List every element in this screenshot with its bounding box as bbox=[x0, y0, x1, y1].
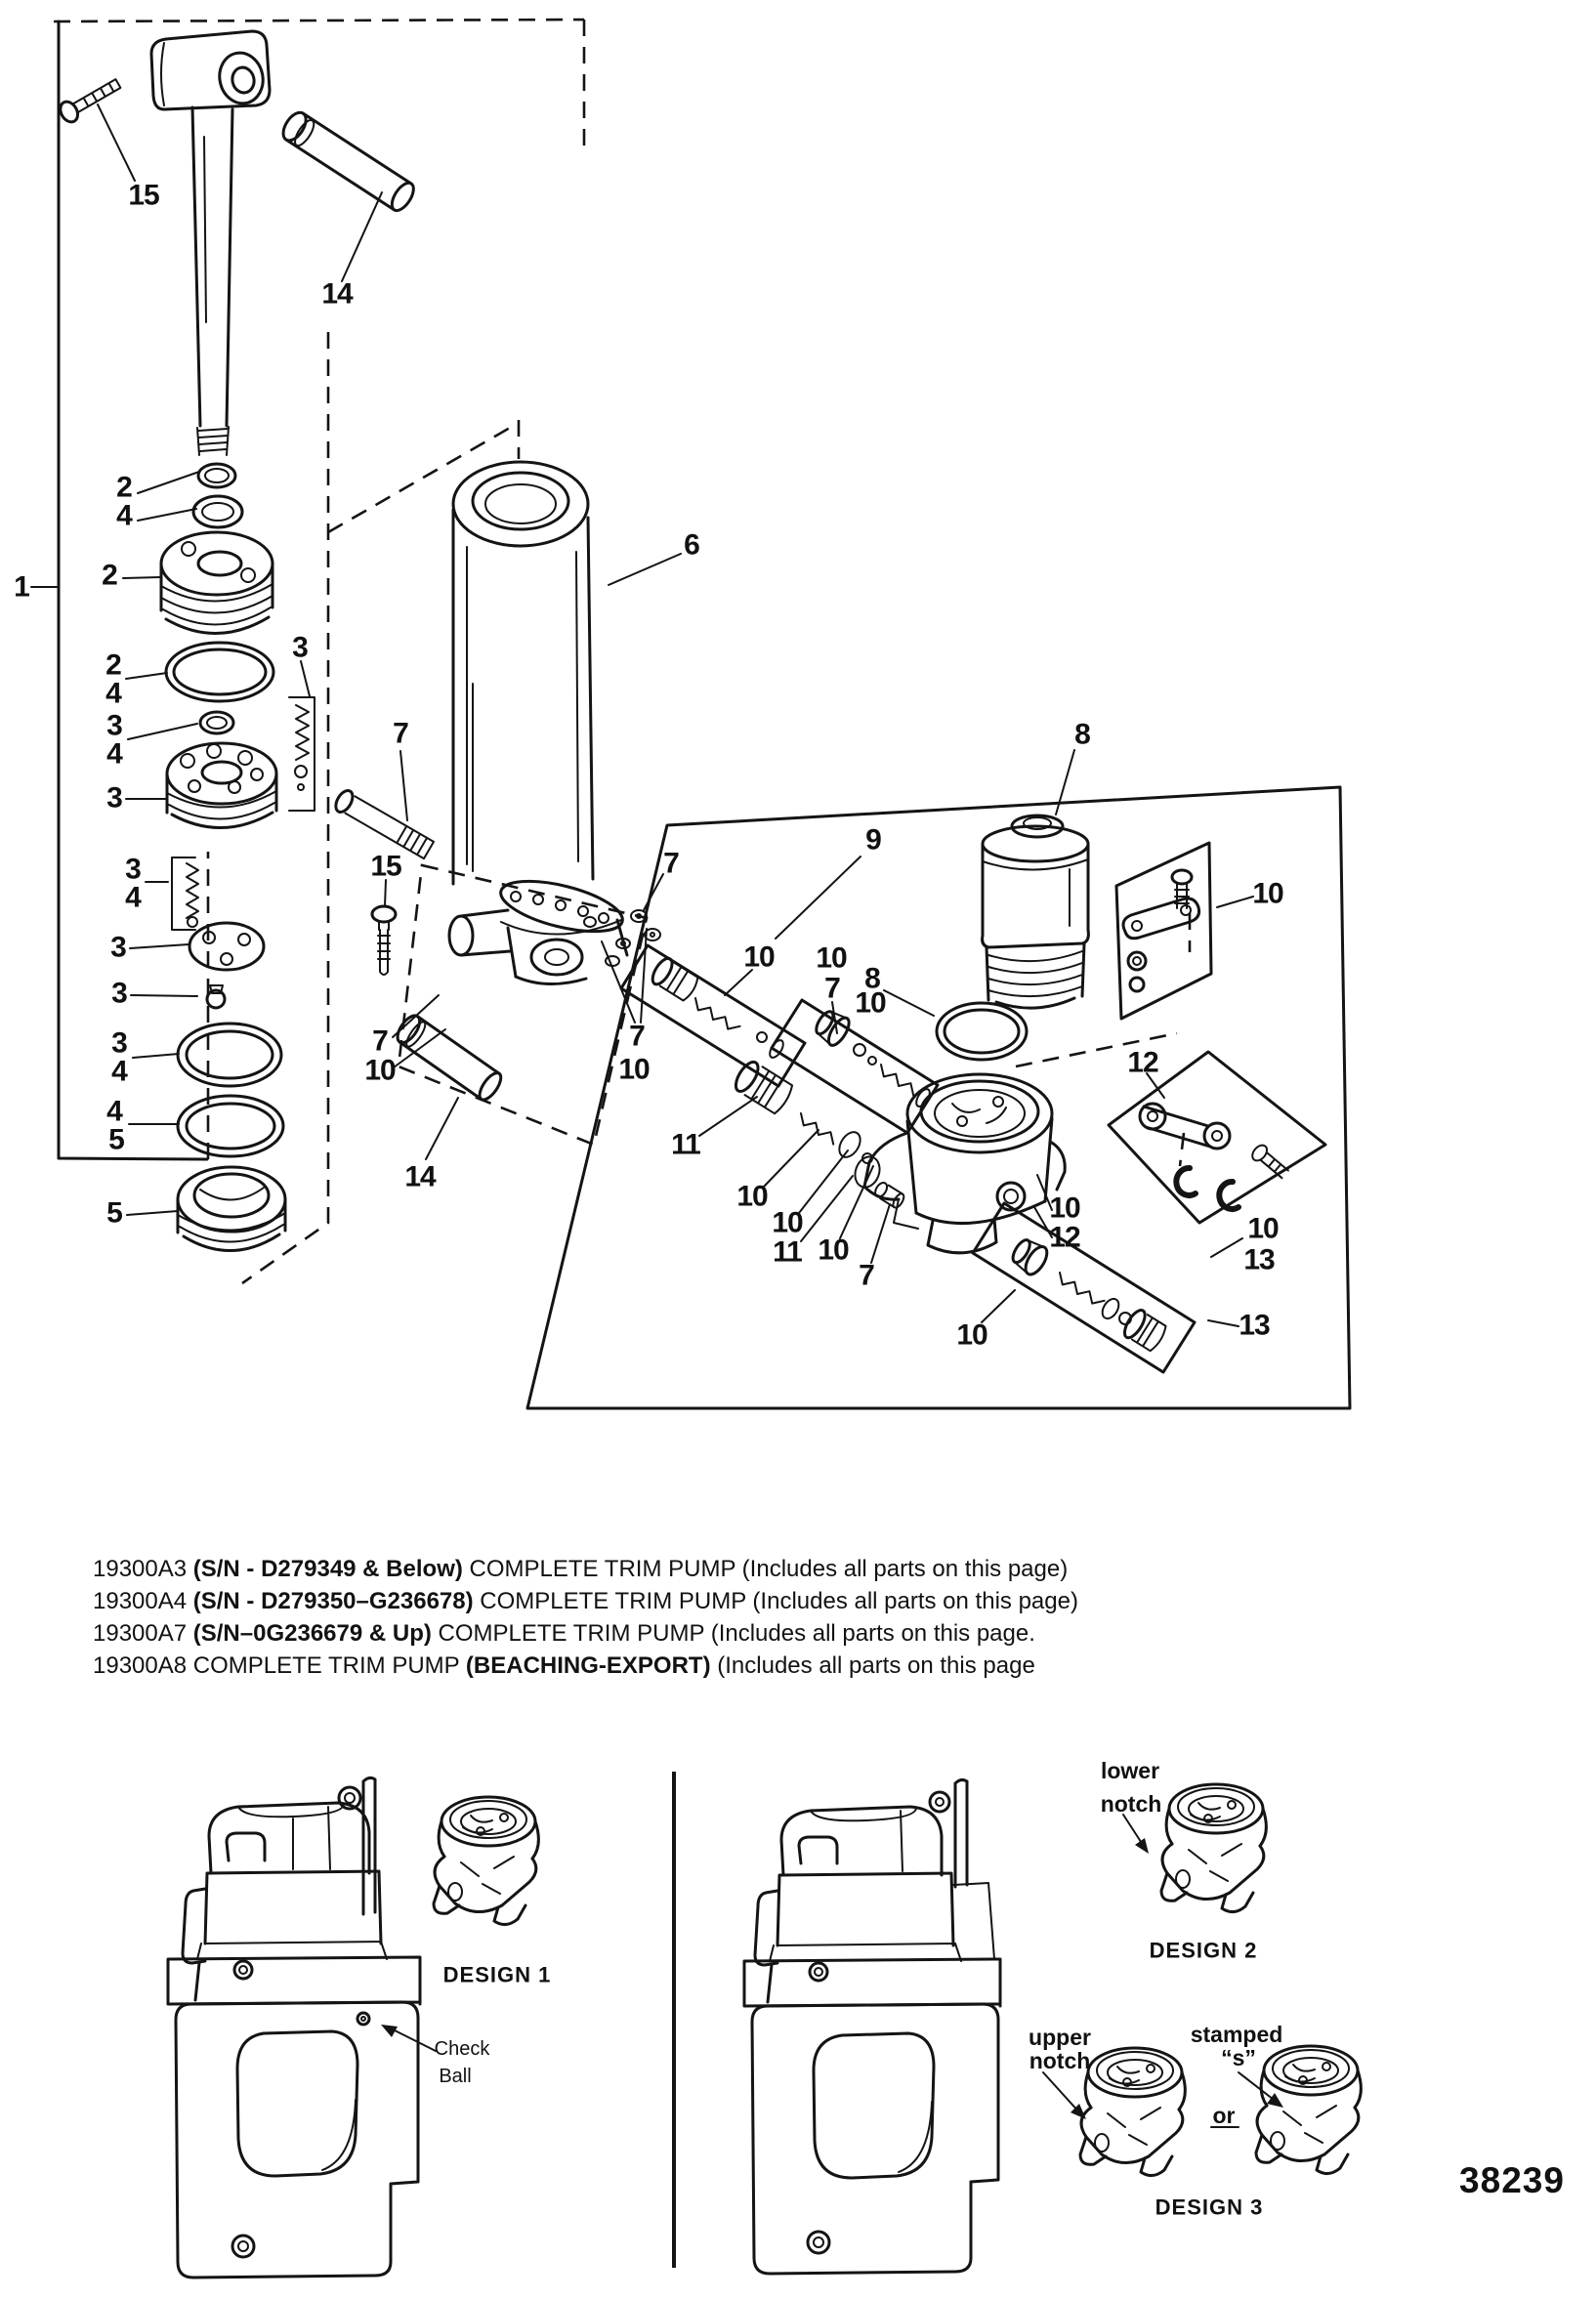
callout-4: 4 bbox=[106, 737, 122, 771]
callout-3: 3 bbox=[110, 931, 126, 964]
pin-14 bbox=[278, 108, 417, 214]
label-design-1: DESIGN 1 bbox=[442, 1962, 552, 1987]
callout-13: 13 bbox=[1243, 1243, 1275, 1276]
handle-head bbox=[151, 31, 270, 109]
callout-6: 6 bbox=[684, 528, 699, 562]
callout-11: 11 bbox=[773, 1235, 802, 1269]
label-design-3: DESIGN 3 bbox=[1155, 2194, 1264, 2220]
callout-4: 4 bbox=[105, 677, 121, 710]
pump-front-view-design1 bbox=[168, 1777, 420, 2278]
callout-4: 4 bbox=[106, 1095, 122, 1128]
handle-rod bbox=[192, 107, 232, 426]
callout-10: 10 bbox=[1049, 1191, 1080, 1225]
callout-2: 2 bbox=[105, 648, 121, 682]
part-list bbox=[93, 1553, 1078, 1682]
design1-valve-body bbox=[434, 1797, 538, 1925]
callout-15: 15 bbox=[370, 850, 401, 883]
callout-9: 9 bbox=[865, 823, 881, 857]
label-upper: upper bbox=[1029, 2025, 1091, 2050]
electric-motor bbox=[937, 815, 1088, 1060]
manual-pump-handle bbox=[57, 31, 417, 455]
screw-15-lower bbox=[372, 906, 396, 975]
design2-valve-body bbox=[1161, 1784, 1266, 1912]
callout-8: 8 bbox=[1074, 718, 1090, 751]
callout-10: 10 bbox=[818, 1233, 849, 1267]
callout-10: 10 bbox=[1252, 877, 1283, 910]
callout-12: 12 bbox=[1127, 1046, 1158, 1079]
callout-4: 4 bbox=[111, 1055, 127, 1088]
design3-valve-body-stamped bbox=[1256, 2046, 1361, 2174]
label-stamped: stamped bbox=[1190, 2022, 1283, 2047]
callout-10: 10 bbox=[743, 940, 775, 974]
label-ball: Ball bbox=[439, 2066, 472, 2087]
part-number-callouts bbox=[14, 180, 1283, 1352]
callout-10: 10 bbox=[618, 1053, 650, 1086]
callout-3: 3 bbox=[106, 709, 122, 742]
callout-15: 15 bbox=[128, 179, 159, 212]
part-list-line: 19300A8 COMPLETE TRIM PUMP (BEACHING-EXPORT) (Includes all parts on this page bbox=[93, 1652, 1035, 1679]
pump-group-outline bbox=[527, 787, 1350, 1408]
callout-8: 8 bbox=[864, 962, 880, 995]
group-boxes bbox=[54, 20, 1350, 1408]
callout-10: 10 bbox=[1247, 1212, 1279, 1245]
callout-2: 2 bbox=[116, 471, 132, 504]
callout-3: 3 bbox=[292, 631, 308, 664]
valve-kit-box-2 bbox=[772, 1000, 938, 1133]
page-number: 38239 bbox=[1459, 2160, 1565, 2200]
label-check: Check bbox=[434, 2038, 490, 2060]
label-design-2: DESIGN 2 bbox=[1149, 1938, 1258, 1963]
label-notch: notch bbox=[1029, 2048, 1091, 2073]
label-notch: notch bbox=[1100, 1791, 1162, 1817]
callout-3: 3 bbox=[106, 781, 122, 815]
callout-3: 3 bbox=[125, 853, 141, 886]
label--s-: “s” bbox=[1221, 2045, 1256, 2070]
design3-valve-body-notch bbox=[1080, 2048, 1185, 2176]
part-list-line: 19300A4 (S/N - D279350–G236678) COMPLETE TRIM PUMP (Includes all parts on this page) bbox=[93, 1588, 1078, 1614]
callout-1: 1 bbox=[14, 570, 29, 604]
valve-kit-box-3 bbox=[973, 1203, 1195, 1372]
label-lower: lower bbox=[1100, 1758, 1160, 1783]
cylinder-mounting-bracket bbox=[449, 871, 627, 983]
callout-3: 3 bbox=[111, 1026, 127, 1060]
callout-10: 10 bbox=[855, 986, 886, 1020]
leader-lines bbox=[31, 104, 1253, 1326]
trim-cylinder bbox=[449, 462, 660, 984]
callout-5: 5 bbox=[106, 1196, 122, 1230]
valve-components bbox=[621, 945, 1065, 1253]
callout-10: 10 bbox=[772, 1206, 803, 1239]
label-or: or bbox=[1212, 2103, 1236, 2128]
callout-11: 11 bbox=[671, 1128, 700, 1161]
callout-7: 7 bbox=[824, 972, 840, 1005]
callout-7: 7 bbox=[629, 1020, 645, 1053]
hardware-kit-box bbox=[1116, 843, 1211, 1019]
callout-12: 12 bbox=[1049, 1221, 1080, 1254]
pin-14-lower bbox=[394, 1012, 505, 1103]
callout-7: 7 bbox=[393, 717, 408, 750]
callout-2: 2 bbox=[102, 559, 117, 592]
callout-10: 10 bbox=[956, 1318, 987, 1352]
screw-15 bbox=[57, 74, 123, 125]
callout-7: 7 bbox=[663, 847, 679, 880]
cylinder-fasteners bbox=[332, 788, 504, 1104]
callout-7: 7 bbox=[372, 1024, 388, 1058]
callout-4: 4 bbox=[116, 499, 132, 532]
callout-5: 5 bbox=[108, 1123, 124, 1156]
callout-14: 14 bbox=[321, 277, 353, 311]
pump-front-view-design2 bbox=[744, 1779, 1000, 2274]
callout-13: 13 bbox=[1239, 1309, 1270, 1342]
callout-7: 7 bbox=[859, 1259, 874, 1292]
piston-stack bbox=[161, 464, 315, 1251]
check-ball bbox=[357, 2013, 369, 2025]
callout-3: 3 bbox=[111, 977, 127, 1010]
callout-14: 14 bbox=[404, 1160, 436, 1193]
design-reference-section bbox=[168, 1758, 1361, 2278]
callout-10: 10 bbox=[736, 1180, 768, 1213]
callout-10: 10 bbox=[364, 1054, 396, 1087]
callout-10: 10 bbox=[816, 941, 847, 975]
part-list-line: 19300A7 (S/N–0G236679 & Up) COMPLETE TRIM PUMP (Includes all parts on this page. bbox=[93, 1620, 1035, 1647]
callout-4: 4 bbox=[125, 881, 141, 914]
part-list-line: 19300A3 (S/N - D279349 & Below) COMPLETE TRIM PUMP (Includes all parts on this page) bbox=[93, 1556, 1069, 1582]
